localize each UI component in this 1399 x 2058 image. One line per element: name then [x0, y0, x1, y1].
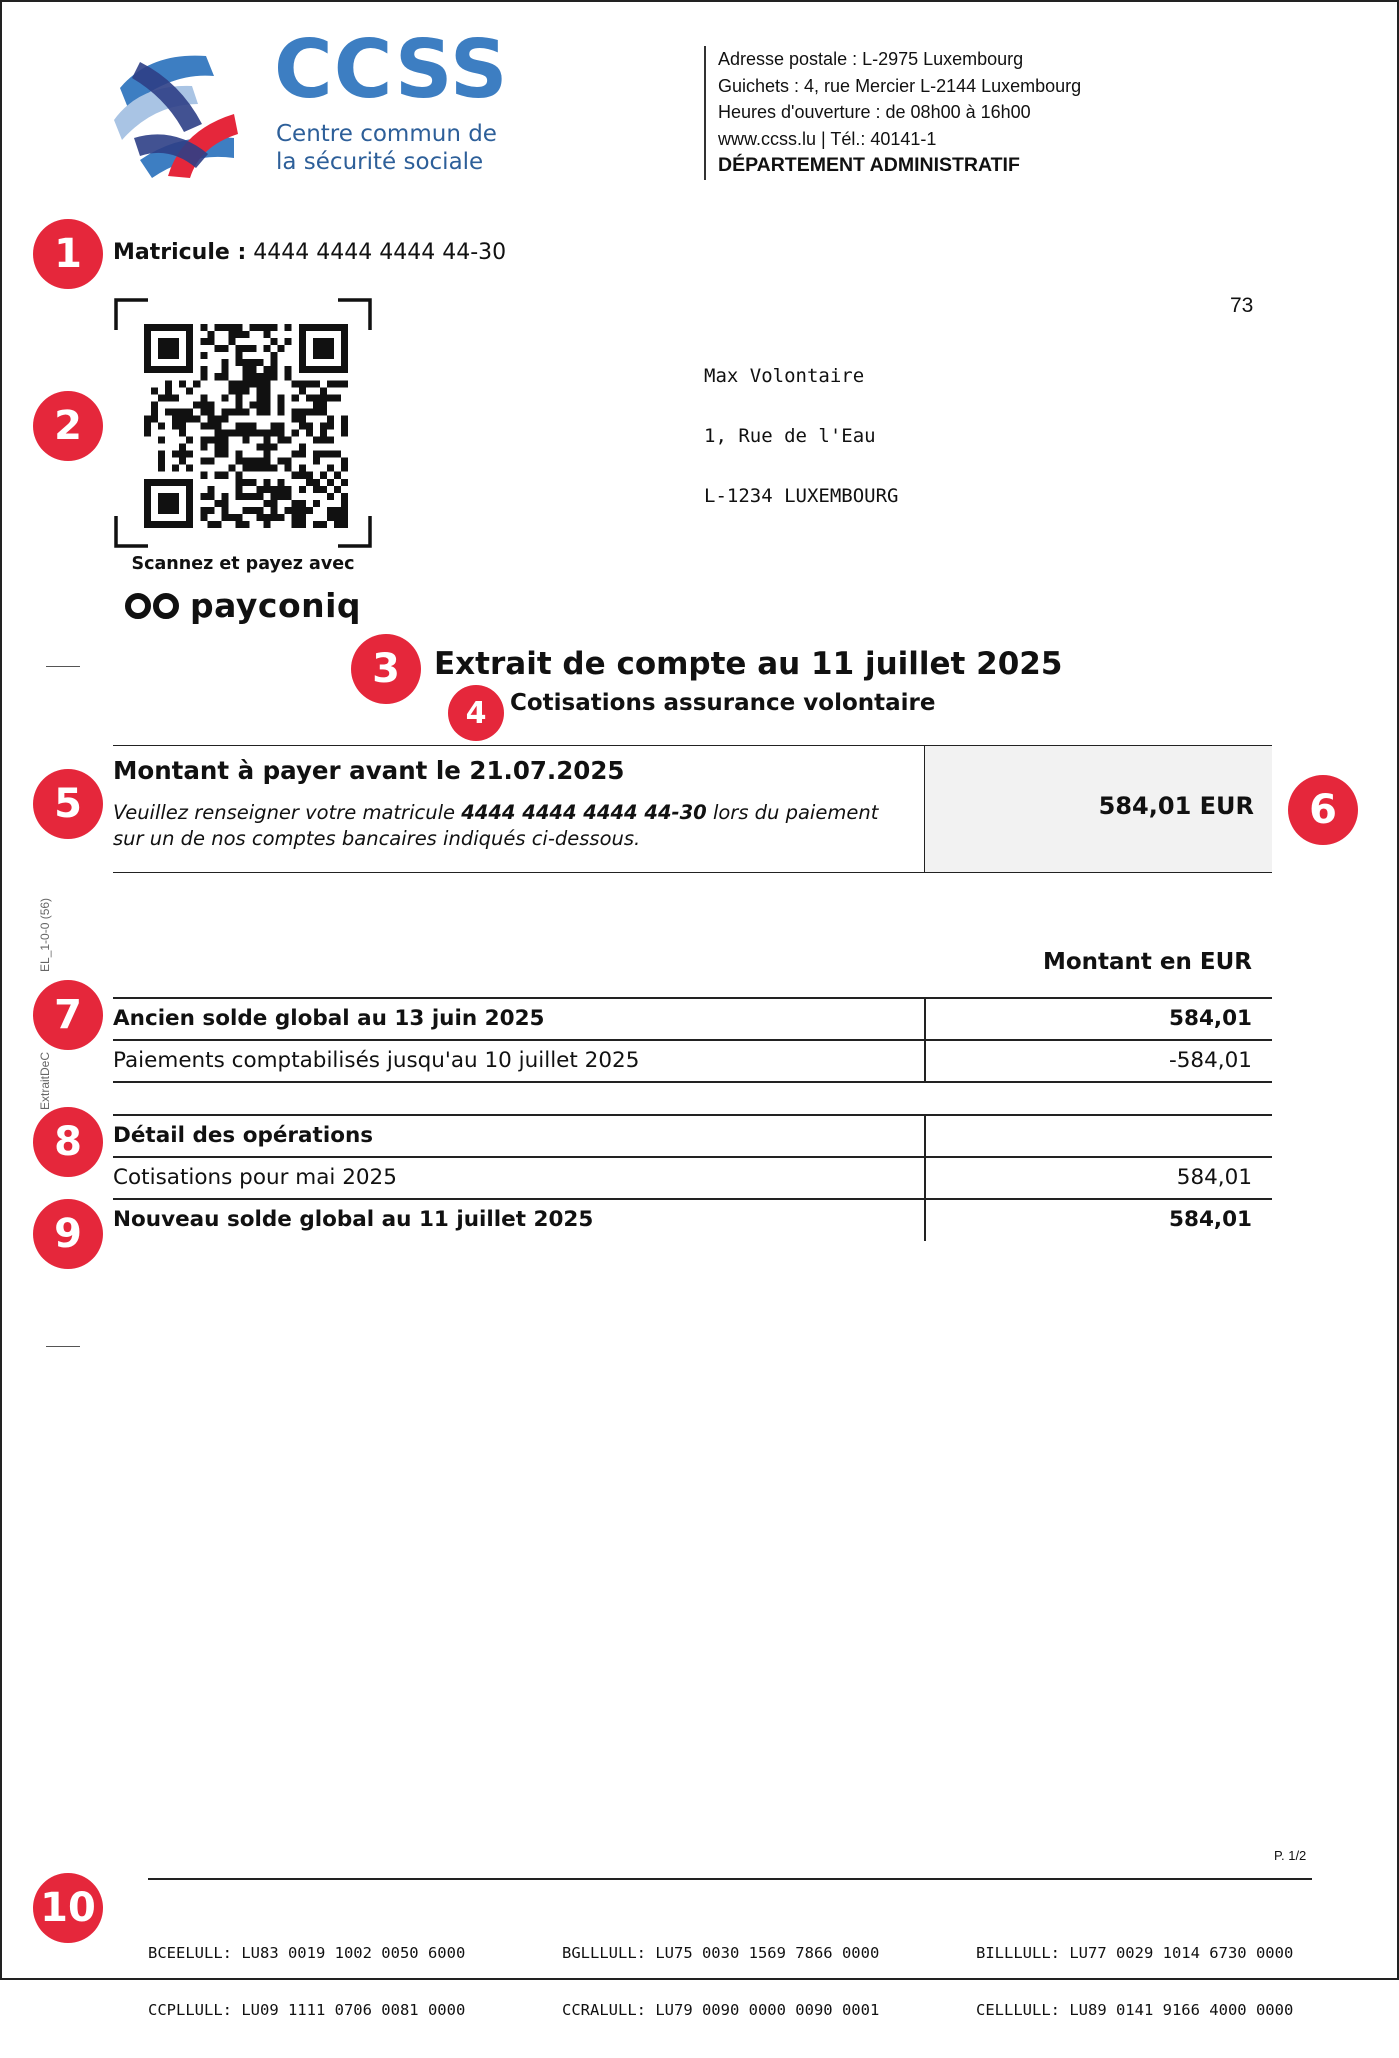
- bank-account: CCPLLULL: LU09 1111 0706 0081 0000: [148, 2001, 466, 2019]
- logo-subtitle: [276, 120, 497, 176]
- bank-account: CCRALULL: LU79 0090 0000 0090 0001: [562, 2001, 880, 2019]
- fold-mark-top: [46, 666, 80, 667]
- bank-accounts-col-3: [976, 1906, 1293, 2058]
- row-amount: 584,01: [1169, 1006, 1252, 1031]
- bank-account: BGLLLULL: LU75 0030 1569 7866 0000: [562, 1944, 880, 1962]
- bank-accounts-col-1: [148, 1906, 465, 2058]
- page-title: Extrait de compte au 11 juillet 2025: [434, 646, 1063, 682]
- matricule-label: Matricule :: [113, 240, 247, 265]
- recipient-address: [704, 326, 898, 546]
- bank-account: BILLLULL: LU77 0029 1014 6730 0000: [976, 1944, 1294, 1962]
- marker-7: 7: [33, 980, 103, 1050]
- footer-rule: [148, 1878, 1312, 1880]
- marker-5: 5: [33, 769, 103, 839]
- department-name: DÉPARTEMENT ADMINISTRATIF: [718, 154, 1020, 176]
- marker-4: 4: [448, 685, 504, 741]
- address-line-postal: Adresse postale : L-2975 Luxembourg: [718, 49, 1024, 69]
- table-row: [113, 1040, 1272, 1082]
- page-subtitle: Cotisations assurance volontaire: [510, 690, 936, 716]
- table-row: [113, 1199, 1272, 1241]
- address-line-web: www.ccss.lu | Tél.: 40141-1: [718, 128, 937, 149]
- header-address: [718, 46, 1081, 179]
- qr-caption: Scannez et payez avec: [131, 554, 355, 574]
- document-code-left: ExtraitDeC: [38, 1051, 52, 1110]
- recipient-city: L-1234 LUXEMBOURG: [704, 485, 899, 507]
- row-label: Détail des opérations: [113, 1123, 374, 1148]
- header-divider: [704, 46, 706, 180]
- table-rule: [113, 1081, 1272, 1083]
- fold-mark-bottom: [46, 1346, 80, 1347]
- row-amount: 584,01: [1169, 1207, 1252, 1232]
- marker-2: 2: [33, 391, 103, 461]
- table-row: [113, 1157, 1272, 1199]
- marker-10: 10: [33, 1873, 103, 1943]
- bank-account: BCEELULL: LU83 0019 1002 0050 6000: [148, 1944, 466, 1962]
- payment-note-after: lors du paiement sur un de nos comptes bancaires indiqués ci-dessous.: [113, 801, 879, 850]
- qr-code-icon[interactable]: [144, 324, 348, 528]
- marker-9: 9: [33, 1199, 103, 1269]
- recipient-name: Max Volontaire: [704, 365, 865, 387]
- row-label: Ancien solde global au 13 juin 2025: [113, 1006, 545, 1031]
- address-line-hours: Heures d'ouverture : de 08h00 à 16h00: [718, 102, 1031, 122]
- marker-1: 1: [33, 219, 103, 289]
- ccss-logo-icon: [110, 42, 242, 178]
- payment-note-matricule: 4444 4444 4444 44-30: [461, 801, 707, 824]
- row-label: Cotisations pour mai 2025: [113, 1165, 397, 1190]
- column-divider: [924, 1115, 926, 1157]
- payconiq-logo: [124, 586, 361, 625]
- payment-note-before: Veuillez renseigner votre matricule: [113, 801, 462, 824]
- matricule-value: 4444 4444 4444 44-30: [253, 240, 507, 265]
- marker-3: 3: [351, 634, 421, 704]
- amount-column-header: Montant en EUR: [1042, 949, 1252, 975]
- bank-accounts-col-2: [562, 1906, 879, 2058]
- row-amount: -584,01: [1169, 1048, 1252, 1073]
- marker-6: 6: [1288, 775, 1358, 845]
- row-label: Nouveau solde global au 11 juillet 2025: [113, 1207, 594, 1232]
- recipient-street: 1, Rue de l'Eau: [704, 425, 876, 447]
- page-reference: P. 1/2: [1274, 1848, 1307, 1863]
- payment-note: [113, 800, 913, 852]
- document-code: [38, 898, 52, 1110]
- logo-wordmark: CCSS: [274, 23, 509, 116]
- row-amount: 584,01: [1176, 1165, 1252, 1190]
- matricule: [113, 240, 506, 265]
- logo-subtitle-line2: la sécurité sociale: [276, 149, 484, 175]
- bank-account: CELLLULL: LU89 0141 9166 4000 0000: [976, 2001, 1294, 2019]
- payconiq-logo-icon: [124, 591, 182, 621]
- payment-heading: Montant à payer avant le 21.07.2025: [113, 756, 625, 785]
- payment-amount: 584,01 EUR: [1098, 792, 1254, 820]
- row-label: Paiements comptabilisés jusqu'au 10 juillet 2025: [113, 1048, 640, 1073]
- logo-subtitle-line1: Centre commun de: [276, 121, 497, 147]
- marker-8: 8: [33, 1107, 103, 1177]
- document-code-right: EL_1-0-0 (56): [38, 897, 52, 972]
- payconiq-wordmark: payconiq: [190, 586, 362, 625]
- sort-number: 73: [1230, 294, 1254, 317]
- address-line-counters: Guichets : 4, rue Mercier L-2144 Luxembourg: [718, 75, 1082, 96]
- table-row: [113, 1115, 1272, 1157]
- table-row: [113, 998, 1272, 1040]
